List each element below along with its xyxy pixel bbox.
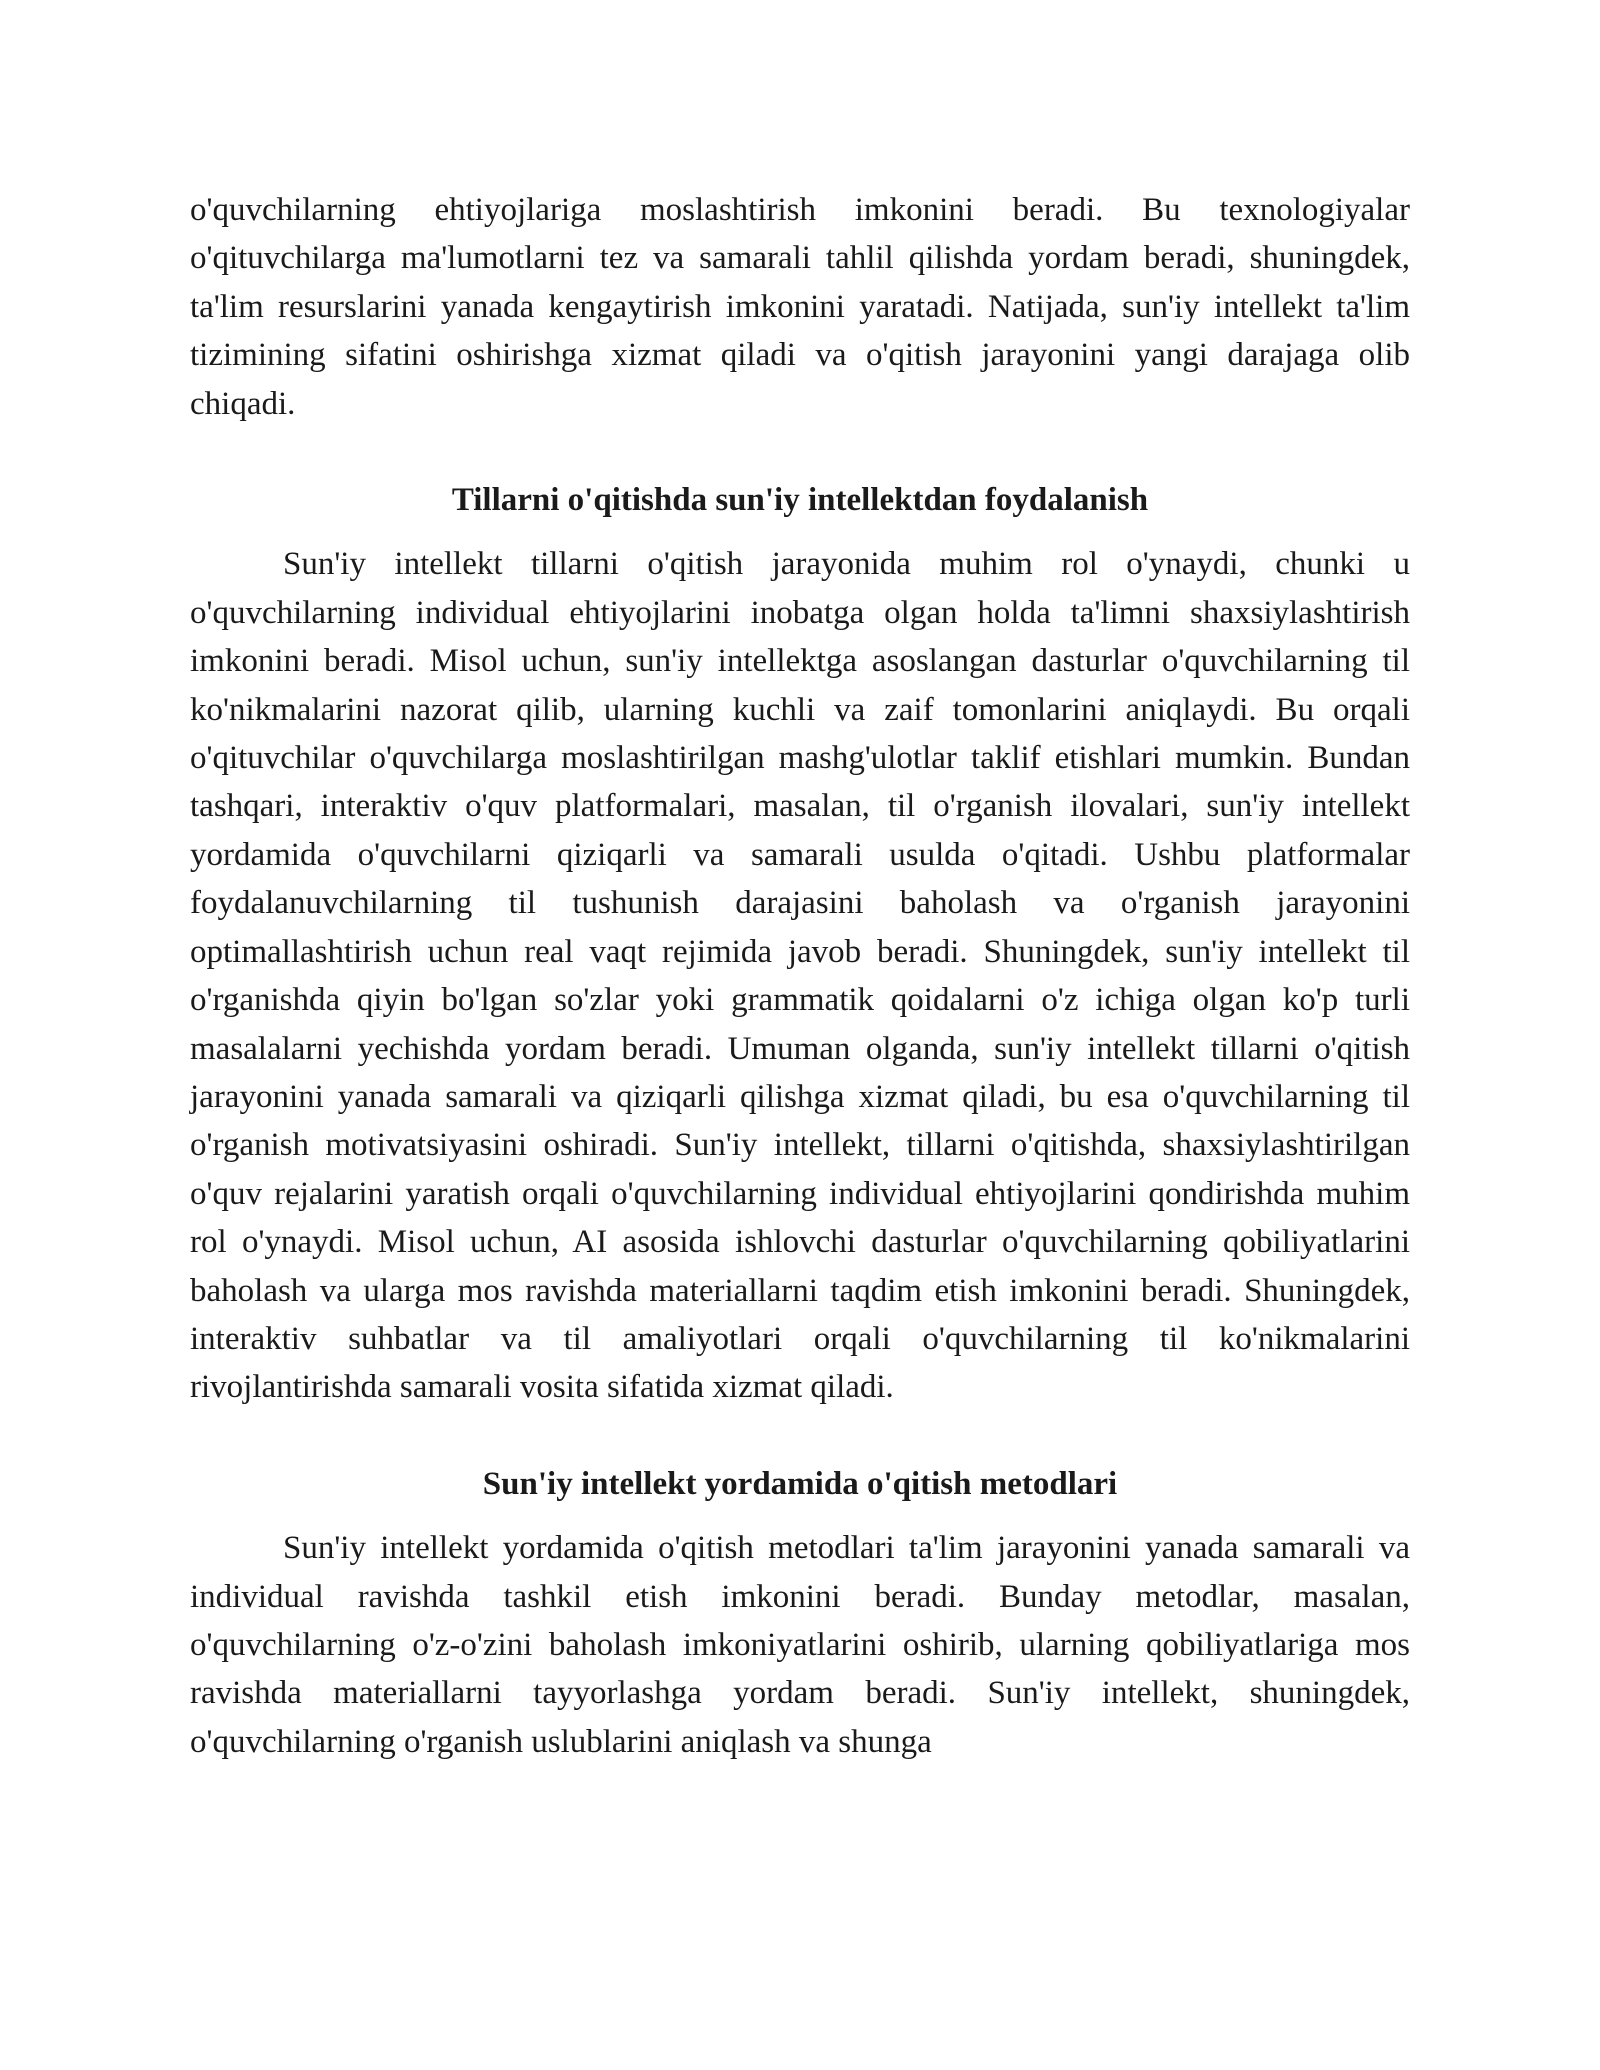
section-heading: Sun'iy intellekt yordamida o'qitish metodlari <box>482 1465 1118 1502</box>
section-heading: Tillarni o'qitishda sun'iy intellektdan foydalanish <box>451 482 1149 519</box>
spacer <box>190 1412 1410 1460</box>
section-paragraph: Sun'iy intellekt yordamida o'qitish metodlari ta'lim jarayonini yanada samarali va individual ravishda tashkil etish imkonini beradi. Bunday metodlar, masalan, o'quvchilarning o'z-o'zini baholash imkoniyatlarini oshirib, ularning qobiliyatlariga mos ravishda materiallarni tayyorlashga yordam beradi. Sun'iy intellekt, shuningdek, o'quvchilarning o'rganish uslublarini aniqlash va shunga <box>190 1530 1410 1760</box>
section-paragraph: Sun'iy intellekt tillarni o'qitish jarayonida muhim rol o'ynaydi, chunki u o'quvchilarning individual ehtiyojlarini inobatga olgan holda ta'limni shaxsiylashtirish imkonini beradi. Misol uchun, sun'iy intellektga asoslangan dasturlar o'quvchilarning til ko'nikmalarini nazorat qilib, ularning kuchli va zaif tomonlarini aniqlaydi. Bu orqali o'qituvchilar o'quvchilarga moslashtirilgan mashg'ulotlar taklif etishlari mumkin. Bundan tashqari, interaktiv o'quv platformalari, masalan, til o'rganish ilovalari, sun'iy intellekt yordamida o'quvchilarni qiziqarli va samarali usulda o'qitadi. Ushbu platformalar foydalanuvchilarning til tushunish darajasini baholash va o'rganish jarayonini optimallashtirish uchun real vaqt rejimida javob beradi. Shuningdek, sun'iy intellekt til o'rganishda qiyin bo'lgan so'zlar yoki grammatik qoidalarni o'z ichiga olgan ko'p turli masalalarni yechishda yordam beradi. Umuman olganda, sun'iy intellekt tillarni o'qitish jarayonini yanada samarali va qiziqarli qilishga xizmat qiladi, bu esa o'quvchilarning til o'rganish motivatsiyasini oshiradi. Sun'iy intellekt, tillarni o'qitishda, shaxsiylashtirilgan o'quv rejalarini yaratish orqali o'quvchilarning individual ehtiyojlarini qondirishda muhim rol o'ynaydi. Misol uchun, AI asosida ishlovchi dasturlar o'quvchilarning qobiliyatlarini baholash va ularga mos ravishda materiallarni taqdim etish imkonini beradi. Shuningdek, interaktiv suhbatlar va til amaliyotlari orqali o'quvchilarning til ko'nikmalarini rivojlantirishda samarali vosita sifatida xizmat qiladi. <box>190 546 1410 1406</box>
intro-paragraph: o'quvchilarning ehtiyojlariga moslashtirish imkonini beradi. Bu texnologiyalar o'qituvchilarga ma'lumotlarni tez va samarali tahlil qilishda yordam beradi, shuningdek, ta'lim resurslarini yanada kengaytirish imkonini yaratadi. Natijada, sun'iy intellekt ta'lim tizimining sifatini oshirishga xizmat qiladi va o'qitish jarayonini yangi darajaga olib chiqadi. <box>190 192 1410 422</box>
document-page <box>190 186 1410 1766</box>
spacer <box>190 1508 1410 1524</box>
spacer <box>190 428 1410 476</box>
spacer <box>190 524 1410 540</box>
